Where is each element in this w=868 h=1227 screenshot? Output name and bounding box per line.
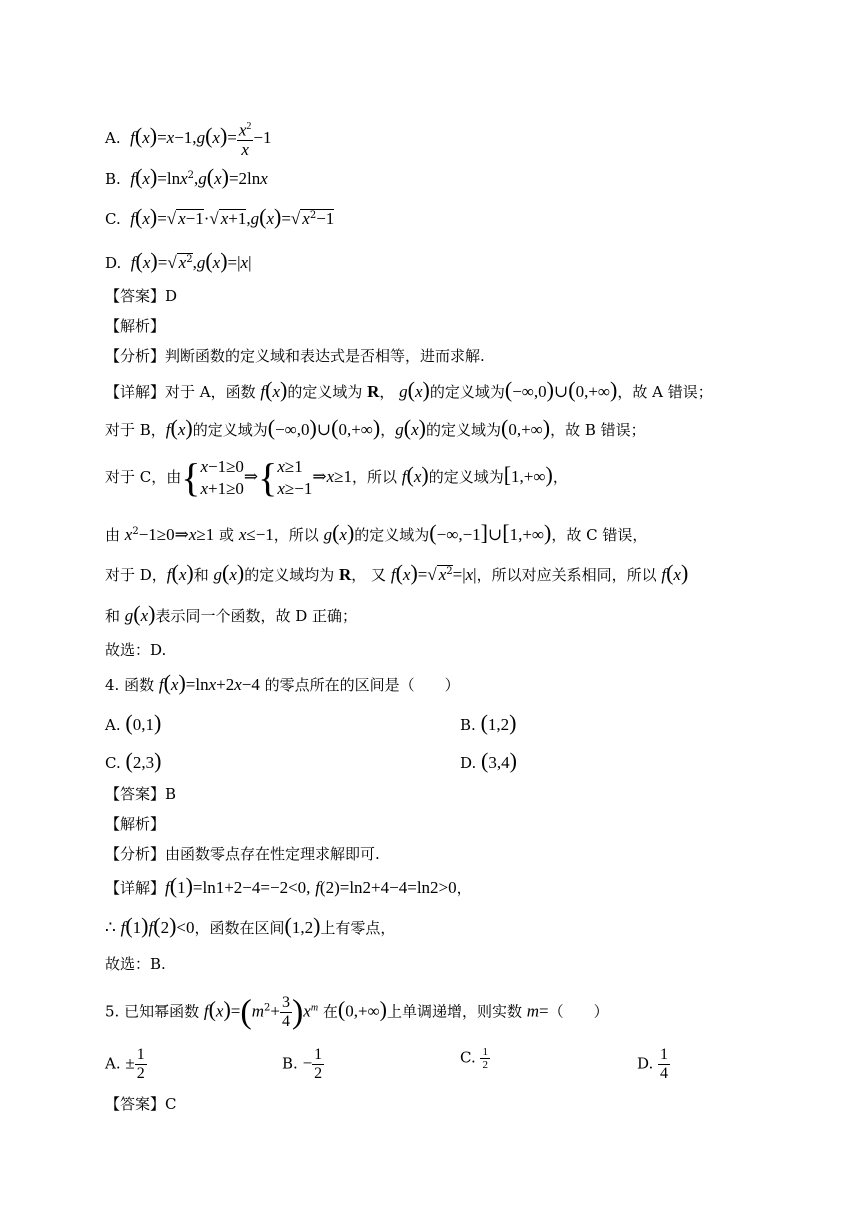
q4-answer: 【答案】B bbox=[105, 785, 177, 803]
q5-option-d: D. $\frac{1}{4}$ bbox=[637, 1046, 669, 1082]
q3-option-b: B. f(x)=lnx$^2$,g(x)=2lnx bbox=[105, 164, 268, 189]
q5-answer: 【答案】C bbox=[105, 1095, 177, 1113]
q5-option-b: B. − $\frac{1}{2}$ bbox=[282, 1046, 323, 1082]
q3-analysis-head: 【解析】 bbox=[105, 317, 166, 335]
q4-analysis: 【分析】由函数零点存在性定理求解即可. bbox=[105, 845, 380, 863]
q4-detail-2: ∴ f(1)f(2)<0，函数在区间(1,2)上有零点， bbox=[105, 913, 396, 938]
q3-detail-6: 和 g(x)表示同一个函数，故 D 正确； bbox=[105, 601, 358, 626]
q4-stem: 4. 函数 f(x)=lnx+2x−4 的零点所在的区间是（ ） bbox=[105, 670, 460, 695]
q4-option-a: A. (0,1) bbox=[105, 710, 162, 735]
q3-choose: 故选：D. bbox=[105, 641, 167, 659]
q3-detail-3: 对于 C，由{ x−1≥0 x+1≥0 ⇒{ x≥1 x≥−1 ⇒x≥1，所以 f(x)的定义域为[1,+∞)， bbox=[105, 455, 568, 500]
q4-option-c: C. (2,3) bbox=[105, 748, 162, 773]
q3-analysis: 【分析】判断函数的定义域和表达式是否相等，进而求解. bbox=[105, 347, 485, 365]
q3-detail-4: 由 $x^2-1\ge 0\Rightarrow x\ge 1$ 或 x≤−1，所以 g(x)的定义域为(−∞,−1]∪[1,+∞)，故 C 错误， bbox=[105, 520, 648, 545]
q5-option-a: A. ± $\frac{1}{2}$ bbox=[105, 1046, 145, 1082]
q5-option-c: C. $\frac{1}{2}$ bbox=[460, 1046, 488, 1071]
q4-detail-1: 【详解】f(1)=ln1+2−4=−2<0, f(2)=ln2+4−4=ln2>0， bbox=[105, 873, 472, 898]
q4-option-d: D. (3,4) bbox=[460, 748, 517, 773]
q3-option-c: C. f(x)=√ x−1·√ x+1,g(x)=√ $x^2-1$ bbox=[105, 204, 335, 229]
q3-option-d: D. f(x)=√ $x^2,g(x)=|x|$ bbox=[105, 248, 252, 273]
q4-analysis-head: 【解析】 bbox=[105, 815, 166, 833]
q5-stem: 5. 已知幂函数 $f(x)=(m^2+$ $\frac{3}{4}$ )$x^m$ 在(0,+∞)上单调递增，则实数 m=（ ） bbox=[105, 993, 609, 1031]
q4-option-b: B. (1,2) bbox=[460, 710, 517, 735]
q3-option-a: A. f(x)=x−1,g(x)= $\frac{x^2}{x}$ −1 bbox=[105, 118, 272, 160]
q4-choose: 故选：B. bbox=[105, 955, 166, 973]
q3-detail-5: 对于 D，f(x)和 g(x)的定义域均为 R， 又 f(x)=√ $x^2=|x|$，所以对应关系相同，所以 f(x) bbox=[105, 560, 689, 585]
q3-answer: 【答案】D bbox=[105, 287, 178, 305]
q3-detail-2: 对于 B，f(x)的定义域为(−∞,0)∪(0,+∞)，g(x)的定义域为(0,+∞)，故 B 错误； bbox=[105, 415, 646, 440]
q3-detail-1: 【详解】对于 A，函数 f(x)的定义域为 R， g(x)的定义域为(−∞,0)∪(0,+∞)，故 A 错误； bbox=[105, 377, 713, 402]
